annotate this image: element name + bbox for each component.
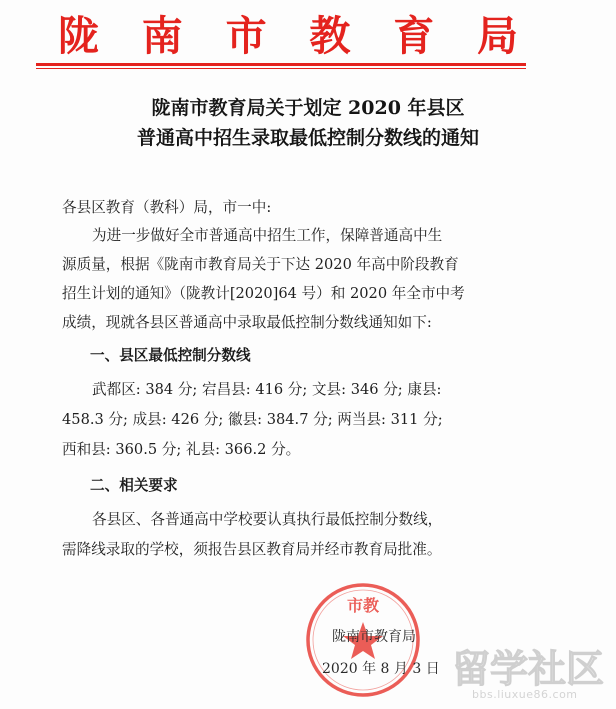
title-line: 普通高中招生录取最低控制分数线的通知: [136, 127, 479, 149]
section-heading: 一、县区最低控制分数线: [90, 347, 251, 364]
letterhead-char: 局: [476, 11, 518, 60]
watermark-url: bbs.liuxue86.com: [472, 688, 578, 701]
salutation: 各县区教育（教科）局，市一中:: [62, 199, 272, 216]
signature-org: 陇南市教育局: [332, 629, 416, 645]
seal-text: 市教: [346, 596, 380, 615]
letterhead-char: 南: [141, 11, 183, 60]
signature-date: 2020 年 8 月 3 日: [322, 661, 440, 677]
letterhead-char: 陇: [58, 11, 99, 60]
letterhead-char: 育: [393, 11, 435, 60]
section-heading: 二、相关要求: [90, 477, 178, 494]
title-line: 陇南市教育局关于划定 2020 年县区: [151, 97, 465, 119]
document-title: [40, 93, 576, 153]
paragraph-line: 源质量，根据《陇南市教育局关于下达 2020 年高中阶段教育: [62, 256, 459, 273]
watermark-logo-text: 留学社区: [452, 647, 605, 691]
scores-line: 武都区: 384 分; 宕昌县: 416 分; 文县: 346 分; 康县:: [92, 381, 442, 398]
paragraph-line: 需降线录取的学校，须报告县区教育局并经市教育局批准。: [62, 541, 442, 558]
scores-line: 458.3 分; 成县: 426 分; 徽县: 384.7 分; 两当县: 311 分;: [62, 411, 443, 428]
letterhead-org-name: [58, 6, 518, 58]
letterhead-divider-thin: [36, 68, 526, 69]
paragraph-line: 为进一步做好全市普通高中招生工作，保障普通高中生: [92, 227, 443, 244]
paragraph-line: 各县区、各普通高中学校要认真执行最低控制分数线，: [92, 511, 443, 528]
watermark-logo: [448, 634, 608, 694]
paragraph-line: 成绩，现就各县区普通高中录取最低控制分数线通知如下:: [62, 314, 432, 331]
letterhead-char: 教: [309, 11, 351, 60]
letterhead-divider: [36, 63, 526, 66]
scores-line: 西和县: 360.5 分; 礼县: 366.2 分。: [62, 441, 301, 458]
letterhead-char: 市: [225, 11, 267, 60]
paragraph-line: 招生计划的通知》（陇教计[2020]64 号）和 2020 年全市中考: [62, 285, 465, 302]
